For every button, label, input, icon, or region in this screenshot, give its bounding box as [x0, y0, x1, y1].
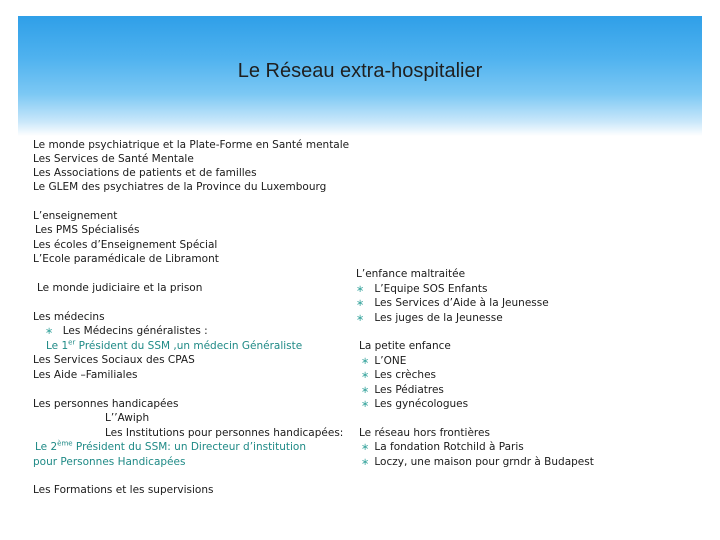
bullet-icon: ∗	[356, 298, 365, 309]
cpas-line: Les Services Sociaux des CPAS	[33, 354, 195, 366]
list-item: ∗ Les Services d’Aide à la Jeunesse	[356, 297, 549, 309]
list-item: ∗ Loczy, une maison pour grndr à Budapest	[361, 456, 594, 468]
ens-line-2: Les PMS Spécialisés	[35, 224, 140, 236]
judiciaire-heading: Le monde judiciaire et la prison	[37, 282, 203, 294]
list-item: ∗ L’Equipe SOS Enfants	[356, 283, 488, 295]
psy-line-3: Les Associations de patients et de familles	[33, 167, 257, 179]
list-item: ∗ Les gynécologues	[361, 398, 469, 410]
list-item: ∗ Les crèches	[361, 369, 437, 381]
bullet-icon: ∗	[361, 370, 370, 381]
bullet-icon: ∗	[361, 385, 370, 396]
bullet-icon: ∗	[361, 457, 370, 468]
psy-line-1: Le monde psychiatrique et la Plate-Forme en Santé mentale	[33, 139, 350, 151]
formations-line: Les Formations et les supervisions	[33, 484, 214, 496]
aide-familiales-line: Les Aide –Familiales	[33, 369, 138, 381]
bullet-icon: ∗	[356, 284, 365, 295]
psy-line-2: Les Services de Santé Mentale	[33, 153, 194, 165]
medecins-bullet-label: Les Médecins généralistes :	[62, 325, 208, 337]
first-president-line: Le 1er Président du SSM ,un médecin Généraliste	[46, 338, 303, 352]
bullet-icon: ∗	[361, 442, 370, 453]
list-item: ∗ Les Pédiatres	[361, 384, 444, 396]
awiph-line: L’’Awiph	[105, 412, 150, 424]
petite-enfance-heading: La petite enfance	[359, 340, 451, 352]
psy-line-4: Le GLEM des psychiatres de la Province du Luxembourg	[33, 181, 327, 193]
bullet-icon: ∗	[361, 399, 370, 410]
ens-line-1: L’enseignement	[33, 210, 118, 222]
slide-title: Le Réseau extra-hospitalier	[237, 60, 483, 82]
maltraitee-heading: L’enfance maltraitée	[356, 268, 466, 280]
ens-line-4: L’Ecole paramédicale de Libramont	[33, 253, 219, 265]
medecins-heading: Les médecins	[33, 311, 105, 323]
list-item: ∗ La fondation Rotchild à Paris	[361, 441, 524, 453]
second-president-line: Le 2ème Président du SSM: un Directeur d’institution	[35, 439, 306, 453]
institutions-line: Les Institutions pour personnes handicapées:	[105, 427, 344, 439]
handicap-heading: Les personnes handicapées	[33, 398, 179, 410]
list-item: ∗ L’ONE	[361, 355, 407, 367]
list-item: ∗ Les juges de la Jeunesse	[356, 312, 503, 324]
bullet-icon: ∗	[356, 313, 365, 324]
bullet-icon: ∗	[361, 356, 370, 367]
frontieres-heading: Le réseau hors frontières	[359, 427, 490, 439]
ens-line-3: Les écoles d’Enseignement Spécial	[33, 239, 218, 251]
bullet-icon: ∗	[45, 326, 54, 337]
medecins-bullet-item	[45, 324, 208, 339]
second-president-line-2: pour Personnes Handicapées	[33, 456, 186, 468]
